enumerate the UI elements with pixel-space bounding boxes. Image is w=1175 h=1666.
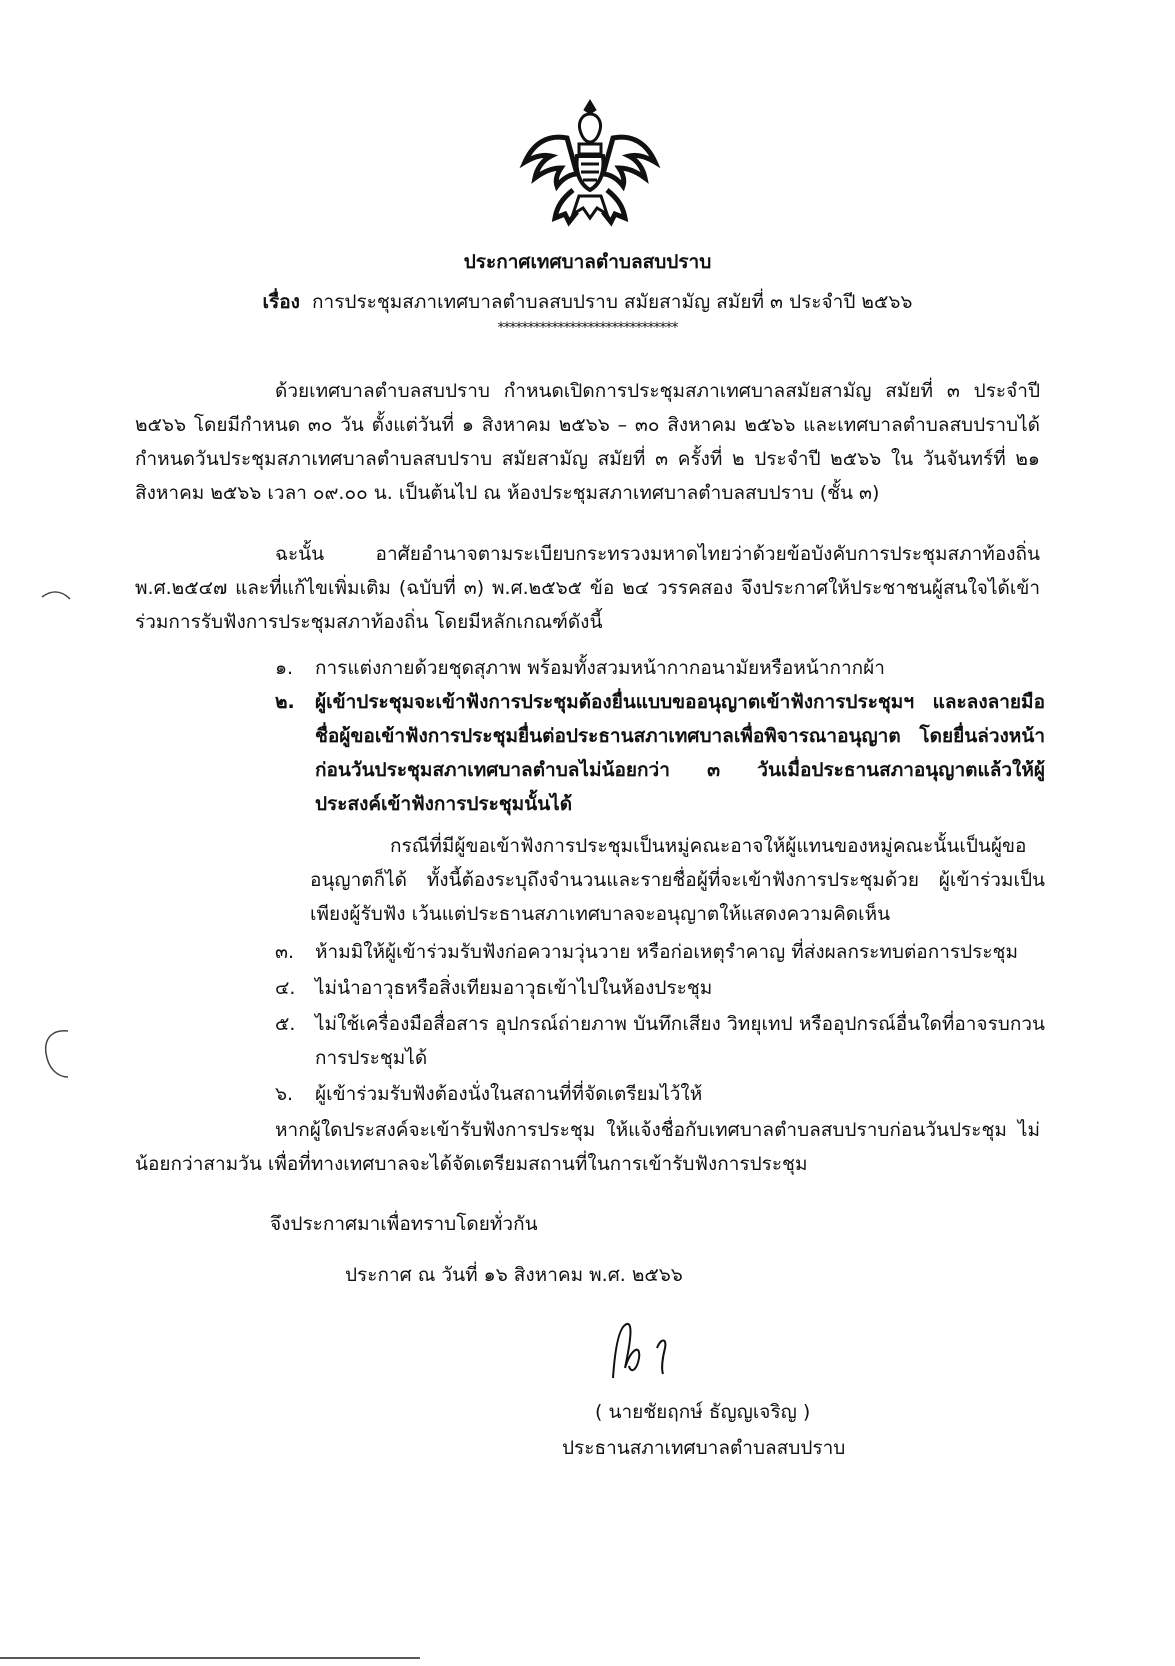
subject-label: เรื่อง (262, 291, 300, 313)
garuda-emblem-icon (515, 92, 665, 232)
announcement-title: ประกาศเทศบาลตำบลสบปราบ (463, 251, 712, 273)
rule-item-3 (275, 935, 1045, 969)
rule-item-6 (275, 1077, 1045, 1111)
subject-text: การประชุมสภาเทศบาลตำบลสบปราบ สมัยสามัญ สมัยที่ ๓ ประจำปี ๒๕๖๖ (312, 291, 913, 313)
announcement-subject (0, 287, 1175, 317)
rule-2-note (310, 829, 1045, 931)
rule-item-5 (275, 1007, 1045, 1075)
rule-text: ไม่ใช้เครื่องมือสื่อสาร อุปกรณ์ถ่ายภาพ บันทึกเสียง วิทยุเทป หรืออุปกรณ์อื่นใดที่อาจรบกวนการประชุมได้ (315, 1013, 1045, 1069)
signatory-name: ( นายชัยฤกษ์ ธัญญเจริญ ) (595, 1401, 811, 1423)
rule-number: ๑. (275, 657, 294, 679)
separator-line: ****************************** (497, 320, 678, 336)
body-paragraph-1-text: ด้วยเทศบาลตำบลสบปราบ กำหนดเปิดการประชุมสภาเทศบาลสมัยสามัญ สมัยที่ ๓ ประจำปี ๒๕๖๖ โดยมีกำหนด ๓๐ วัน ตั้งแต่วันที่ ๑ สิงหาคม ๒๕๖๖ – ๓๐ สิงหาคม ๒๕๖๖ และเทศบาลตำบลสบปราบได้กำหนดวันประชุมสภาเทศบาลตำบลสบปราบ สมัยสามัญ สมัยที่ ๓ ครั้งที่ ๒ ประจำปี ๒๕๖๖ ใน วันจันทร์ที่ ๒๑ สิงหาคม ๒๕๖๖ เวลา ๐๙.๐๐ น. เป็นต้นไป ณ ห้องประชุมสภาเทศบาลตำบลสบปราบ (ชั้น ๓) (135, 380, 1040, 504)
rule-number: ๕. (275, 1013, 296, 1035)
rule-number: ๖. (275, 1083, 294, 1105)
rule-item-2 (275, 685, 1045, 821)
closing-paragraph (135, 1113, 1040, 1181)
closing-line: จึงประกาศมาเพื่อทราบโดยทั่วกัน (270, 1213, 538, 1235)
rule-item-4 (275, 971, 1045, 1005)
body-paragraph-1 (135, 374, 1040, 510)
closing-paragraph-text: หากผู้ใดประสงค์จะเข้ารับฟังการประชุม ให้แจ้งชื่อกับเทศบาลตำบลสบปราบก่อนวันประชุม ไม่น้อยกว่าสามวัน เพื่อที่ทางเทศบาลจะได้จัดเตรียมสถานที่ในการเข้ารับฟังการประชุม (135, 1119, 1040, 1175)
rule-number: ๔. (275, 977, 296, 999)
rule-number: ๒. (275, 691, 295, 713)
signature-mark-icon (605, 1318, 695, 1388)
scan-mark-icon (42, 1025, 72, 1085)
body-paragraph-2 (135, 537, 1040, 639)
scan-mark-icon (40, 585, 80, 605)
rule-text: ห้ามมิให้ผู้เข้าร่วมรับฟังก่อความวุ่นวาย หรือก่อเหตุรำคาญ ที่ส่งผลกระทบต่อการประชุม (315, 941, 1018, 963)
body-paragraph-2-text: ฉะนั้น อาศัยอำนาจตามระเบียบกระทรวงมหาดไทยว่าด้วยข้อบังคับการประชุมสภาท้องถิ่น พ.ศ.๒๕๔๗ และที่แก้ไขเพิ่มเติม (ฉบับที่ ๓) พ.ศ.๒๕๖๕ ข้อ ๒๔ วรรคสอง จึงประกาศให้ประชาชนผู้สนใจได้เข้าร่วมการรับฟังการประชุมสภาท้องถิ่น โดยมีหลักเกณฑ์ดังนี้ (135, 543, 1040, 633)
scan-edge-line-icon (0, 1655, 420, 1661)
rule-2-note-text: กรณีที่มีผู้ขอเข้าฟังการประชุมเป็นหมู่คณะอาจให้ผู้แทนของหมู่คณะนั้นเป็นผู้ขออนุญาตก็ได้ ทั้งนี้ต้องระบุถึงจำนวนและรายชื่อผู้ที่จะเข้าฟังการประชุมด้วย ผู้เข้าร่วมเป็นเพียงผู้รับฟัง เว้นแต่ประธานสภาเทศบาลจะอนุญาตให้แสดงความคิดเห็น (310, 835, 1045, 925)
rule-text: การแต่งกายด้วยชุดสุภาพ พร้อมทั้งสวมหน้ากากอนามัยหรือหน้ากากผ้า (315, 657, 885, 679)
signatory-position: ประธานสภาเทศบาลตำบลสบปราบ (562, 1437, 846, 1459)
rule-text: ผู้เข้าประชุมจะเข้าฟังการประชุมต้องยื่นแบบขออนุญาตเข้าฟังการประชุมฯ และลงลายมือชื่อผู้ขอเข้าฟังการประชุมยื่นต่อประธานสภาเทศบาลเพื่อพิจารณาอนุญาต โดยยื่นล่วงหน้าก่อนวันประชุมสภาเทศบาลตำบลไม่น้อยกว่า ๓ วันเมื่อประธานสภาอนุญาตแล้วให้ผู้ประสงค์เข้าฟังการประชุมนั้นได้ (315, 691, 1045, 815)
rule-number: ๓. (275, 941, 295, 963)
rule-text: ผู้เข้าร่วมรับฟังต้องนั่งในสถานที่ที่จัดเตรียมไว้ให้ (315, 1083, 703, 1105)
rule-text: ไม่นำอาวุธหรือสิ่งเทียมอาวุธเข้าไปในห้องประชุม (315, 977, 713, 999)
date-line: ประกาศ ณ วันที่ ๑๖ สิงหาคม พ.ศ. ๒๕๖๖ (345, 1264, 683, 1286)
rule-item-1 (275, 651, 1045, 685)
